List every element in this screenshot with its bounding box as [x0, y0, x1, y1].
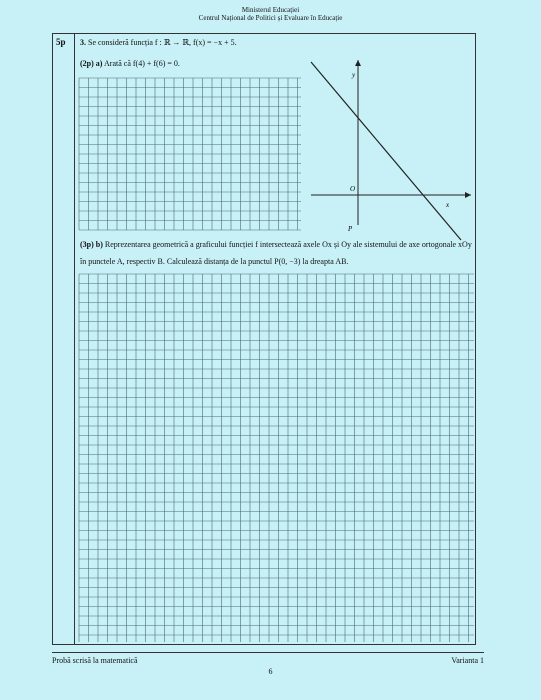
function-line	[311, 62, 461, 240]
x-axis-arrow-icon	[465, 192, 471, 198]
y-axis-arrow-icon	[355, 60, 361, 66]
part-a	[80, 59, 180, 68]
part-a-points: (2p) a)	[80, 59, 103, 68]
problem-statement	[80, 38, 237, 47]
answer-grid-b[interactable]	[79, 274, 474, 642]
problem-number: 3.	[80, 38, 86, 47]
page-header	[0, 6, 541, 22]
page-number: 6	[268, 667, 273, 676]
part-b-text: Reprezentarea geometrică a graficului funcției f intersectează axele Ox și Oy ale sistemului de axe ortogonale xOy în punctele A, respectiv B. Calculează distanța de la punctul P(0, −3) la dreapta AB.	[80, 240, 472, 266]
part-a-text: Arată că f(4) + f(6) = 0.	[104, 59, 180, 68]
function-graph	[311, 60, 471, 233]
problem-frame	[52, 33, 476, 645]
answer-grid-a[interactable]	[79, 78, 301, 230]
origin-label: O	[350, 185, 356, 193]
footer-divider	[52, 652, 484, 653]
point-p-label: P	[348, 225, 353, 233]
x-axis-label: x	[446, 201, 450, 209]
part-b	[80, 236, 475, 270]
answer-grid-a-lines	[79, 78, 301, 230]
part-b-points: (3p) b)	[80, 240, 103, 249]
answer-grid-b-lines	[79, 274, 474, 642]
score-column	[53, 34, 75, 644]
function-graph-svg	[311, 60, 471, 233]
score-label: 5p	[56, 37, 66, 47]
problem-statement-text: Se consideră funcția f : ℝ → ℝ, f(x) = −x + 5.	[88, 38, 237, 47]
center-name: Centrul Național de Politici și Evaluare în Educație	[198, 14, 343, 22]
footer-variant: Varianta 1	[451, 656, 484, 665]
footer-exam-name: Probă scrisă la matematică	[52, 656, 138, 665]
ministry-name: Ministerul Educației	[241, 6, 300, 14]
y-axis-label: y	[352, 71, 356, 79]
